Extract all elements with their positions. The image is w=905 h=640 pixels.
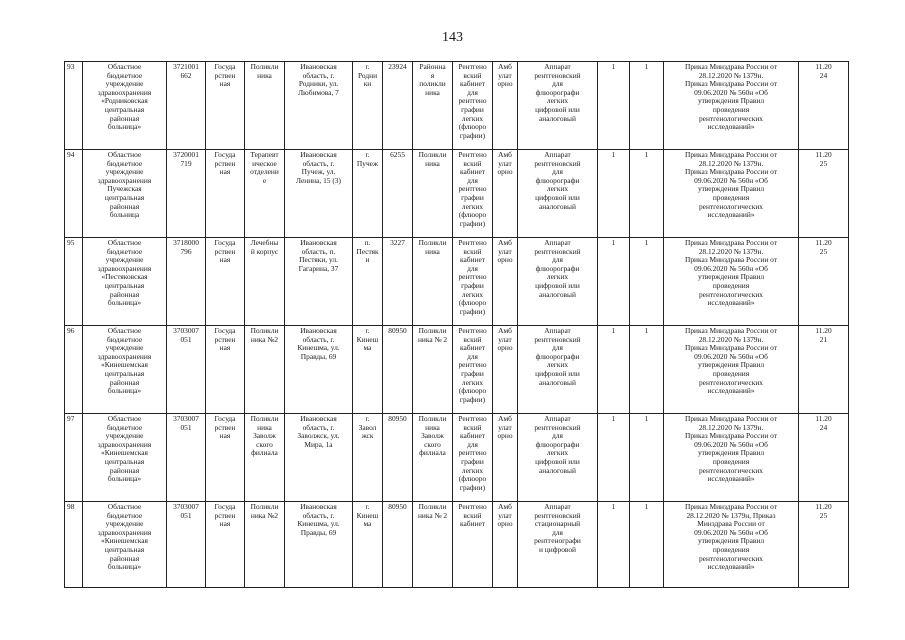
cell-room: Рентгено вский кабинет для рентгено графии легких (флюоро графии) bbox=[453, 238, 493, 326]
cell-number: 98 bbox=[65, 502, 83, 588]
cell-organization: Областное бюджетное учреждение здравоохранения Пучежская центральная районная больница bbox=[83, 150, 167, 238]
cell-department: Поликли ника Заволж ского филиала bbox=[413, 414, 453, 502]
cell-unit: Терапевт ическое отделени е bbox=[245, 150, 285, 238]
cell-code: 80950 bbox=[383, 502, 413, 588]
cell-town: г. Пучеж bbox=[353, 150, 383, 238]
cell-room: Рентгено вский кабинет для рентгено графии легких (флюоро графии) bbox=[453, 150, 493, 238]
cell-town: г. Кинеш ма bbox=[353, 326, 383, 414]
cell-inn: 3703007 051 bbox=[167, 326, 206, 414]
cell-organization: Областное бюджетное учреждение здравоохранения «Кинешемская центральная районная больница» bbox=[83, 502, 167, 588]
cell-code: 6255 bbox=[383, 150, 413, 238]
cell-order: Приказ Минздрава России от 28.12.2020 № 1379н. Приказ Минздрава России от 09.06.2020 № 560н «Об утверждения Правил проведения рентгенологических исследований» bbox=[664, 62, 799, 150]
cell-unit: Поликли ника bbox=[245, 62, 285, 150]
cell-organization: Областное бюджетное учреждение здравоохранения «Кинешемская центральная районная больница» bbox=[83, 414, 167, 502]
cell-inn: 3720001 719 bbox=[167, 150, 206, 238]
cell-quantity: 1 bbox=[598, 326, 630, 414]
cell-number: 96 bbox=[65, 326, 83, 414]
cell-room: Рентгено вский кабинет для рентгено графии легких (флюоро графии) bbox=[453, 62, 493, 150]
cell-date: 11.20 25 bbox=[799, 238, 849, 326]
cell-device: Аппарат рентгеновский для флюорографи легких цифровой или аналоговый bbox=[518, 326, 598, 414]
cell-unit: Поликли ника №2 bbox=[245, 326, 285, 414]
cell-care-type: Амб улат орно bbox=[493, 414, 518, 502]
cell-date: 11.20 21 bbox=[799, 326, 849, 414]
cell-town: г. Кинеш ма bbox=[353, 502, 383, 588]
cell-care-type: Амб улат орно bbox=[493, 62, 518, 150]
cell-number: 95 bbox=[65, 238, 83, 326]
cell-address: Ивановская область, г. Заволжск, ул. Мира, 1а bbox=[285, 414, 353, 502]
cell-code: 80950 bbox=[383, 326, 413, 414]
cell-address: Ивановская область, п. Пестяки, ул. Гагарина, 37 bbox=[285, 238, 353, 326]
cell-care-type: Амб улат орно bbox=[493, 238, 518, 326]
cell-ownership: Госуда рствен ная bbox=[206, 414, 245, 502]
cell-address: Ивановская область, г. Кинешма, ул. Правды, 69 bbox=[285, 326, 353, 414]
cell-device: Аппарат рентгеновский для флюорографи легких цифровой или аналоговый bbox=[518, 238, 598, 326]
cell-ownership: Госуда рствен ная bbox=[206, 502, 245, 588]
cell-department: Поликли ника bbox=[413, 238, 453, 326]
cell-inn: 3703007 051 bbox=[167, 502, 206, 588]
cell-address: Ивановская область, г. Родники, ул. Любимова, 7 bbox=[285, 62, 353, 150]
cell-address: Ивановская область, г. Пучеж, ул. Ленина, 15 (3) bbox=[285, 150, 353, 238]
cell-device: Аппарат рентгеновский для флюорографи легких цифровой или аналоговый bbox=[518, 62, 598, 150]
cell-order: Приказ Минздрава России от 28.12.2020 № 1379н. Приказ Минздрава России от 09.06.2020 № 560н «Об утверждения Правил проведения рентгенологических исследований» bbox=[664, 238, 799, 326]
cell-quantity-2: 1 bbox=[630, 238, 664, 326]
cell-department: Поликли ника bbox=[413, 150, 453, 238]
cell-care-type: Амб улат орно bbox=[493, 502, 518, 588]
cell-town: г. Завол жск bbox=[353, 414, 383, 502]
cell-organization: Областное бюджетное учреждение здравоохранения «Родниковская центральная районная больница» bbox=[83, 62, 167, 150]
cell-quantity: 1 bbox=[598, 414, 630, 502]
cell-quantity: 1 bbox=[598, 150, 630, 238]
cell-address: Ивановская область, г. Кинешма, ул. Правды, 69 bbox=[285, 502, 353, 588]
cell-order: Приказ Минздрава России от 28.12.2020 № 1379н. Приказ Минздрава России от 09.06.2020 № 560н «Об утверждения Правил проведения рентгенологических исследований» bbox=[664, 150, 799, 238]
cell-date: 11.20 25 bbox=[799, 150, 849, 238]
cell-order: Приказ Минздрава России от 28.12.2020 № 1379н. Приказ Минздрава России от 09.06.2020 № 560н «Об утверждения Правил проведения рентгенологических исследований» bbox=[664, 326, 799, 414]
registry-table bbox=[64, 61, 849, 588]
cell-quantity: 1 bbox=[598, 238, 630, 326]
table-row bbox=[65, 150, 849, 238]
cell-town: п. Пестяк и bbox=[353, 238, 383, 326]
cell-quantity-2: 1 bbox=[630, 326, 664, 414]
table-row bbox=[65, 502, 849, 588]
cell-room: Рентгено вский кабинет для рентгено графии легких (флюоро графии) bbox=[453, 414, 493, 502]
cell-number: 93 bbox=[65, 62, 83, 150]
cell-inn: 3703007 051 bbox=[167, 414, 206, 502]
cell-unit: Поликли ника Заволж ского филиала bbox=[245, 414, 285, 502]
table-row bbox=[65, 326, 849, 414]
cell-quantity: 1 bbox=[598, 502, 630, 588]
cell-organization: Областное бюджетное учреждение здравоохранения «Кинешемская центральная районная больница» bbox=[83, 326, 167, 414]
cell-quantity-2: 1 bbox=[630, 150, 664, 238]
cell-department: Районна я поликли ника bbox=[413, 62, 453, 150]
cell-inn: 3721001 662 bbox=[167, 62, 206, 150]
cell-code: 80950 bbox=[383, 414, 413, 502]
page-number: 143 bbox=[442, 30, 463, 45]
cell-ownership: Госуда рствен ная bbox=[206, 62, 245, 150]
cell-order: Приказ Минздрава России от 28.12.2020 № 1379н. Приказ Минздрава России от 09.06.2020 № 560н «Об утверждения Правил проведения рентгенологических исследований» bbox=[664, 414, 799, 502]
cell-device: Аппарат рентгеновский стационарный для рентгенографи и цифровой bbox=[518, 502, 598, 588]
cell-room: Рентгено вский кабинет bbox=[453, 502, 493, 588]
cell-order: Приказ Минздрава России от 28.12.2020 № 1379н, Приказ Минздрава России от 09.06.2020 № 560н «Об утверждения Правил проведения рентгенологических исследований» bbox=[664, 502, 799, 588]
cell-unit: Лечебны й корпус bbox=[245, 238, 285, 326]
cell-ownership: Госуда рствен ная bbox=[206, 150, 245, 238]
cell-quantity-2: 1 bbox=[630, 502, 664, 588]
cell-code: 23924 bbox=[383, 62, 413, 150]
table-row bbox=[65, 414, 849, 502]
cell-town: г. Родни ки bbox=[353, 62, 383, 150]
cell-ownership: Госуда рствен ная bbox=[206, 238, 245, 326]
cell-quantity-2: 1 bbox=[630, 62, 664, 150]
cell-quantity: 1 bbox=[598, 62, 630, 150]
cell-care-type: Амб улат орно bbox=[493, 326, 518, 414]
cell-quantity-2: 1 bbox=[630, 414, 664, 502]
cell-device: Аппарат рентгеновский для флюорографи легких цифровой или аналоговый bbox=[518, 150, 598, 238]
cell-device: Аппарат рентгеновский для флюорографи легких цифровой или аналоговый bbox=[518, 414, 598, 502]
cell-date: 11.20 25 bbox=[799, 502, 849, 588]
cell-room: Рентгено вский кабинет для рентгено графии легких (флюоро графии) bbox=[453, 326, 493, 414]
cell-unit: Поликли ника №2 bbox=[245, 502, 285, 588]
cell-care-type: Амб улат орно bbox=[493, 150, 518, 238]
cell-date: 11.20 24 bbox=[799, 62, 849, 150]
cell-department: Поликли ника № 2 bbox=[413, 502, 453, 588]
cell-organization: Областное бюджетное учреждение здравоохранения «Пестяковская центральная районная больница» bbox=[83, 238, 167, 326]
table-row bbox=[65, 238, 849, 326]
table-row bbox=[65, 62, 849, 150]
cell-department: Поликли ника № 2 bbox=[413, 326, 453, 414]
cell-code: 3227 bbox=[383, 238, 413, 326]
cell-inn: 3718000 796 bbox=[167, 238, 206, 326]
cell-number: 94 bbox=[65, 150, 83, 238]
cell-date: 11.20 24 bbox=[799, 414, 849, 502]
cell-ownership: Госуда рствен ная bbox=[206, 326, 245, 414]
cell-number: 97 bbox=[65, 414, 83, 502]
